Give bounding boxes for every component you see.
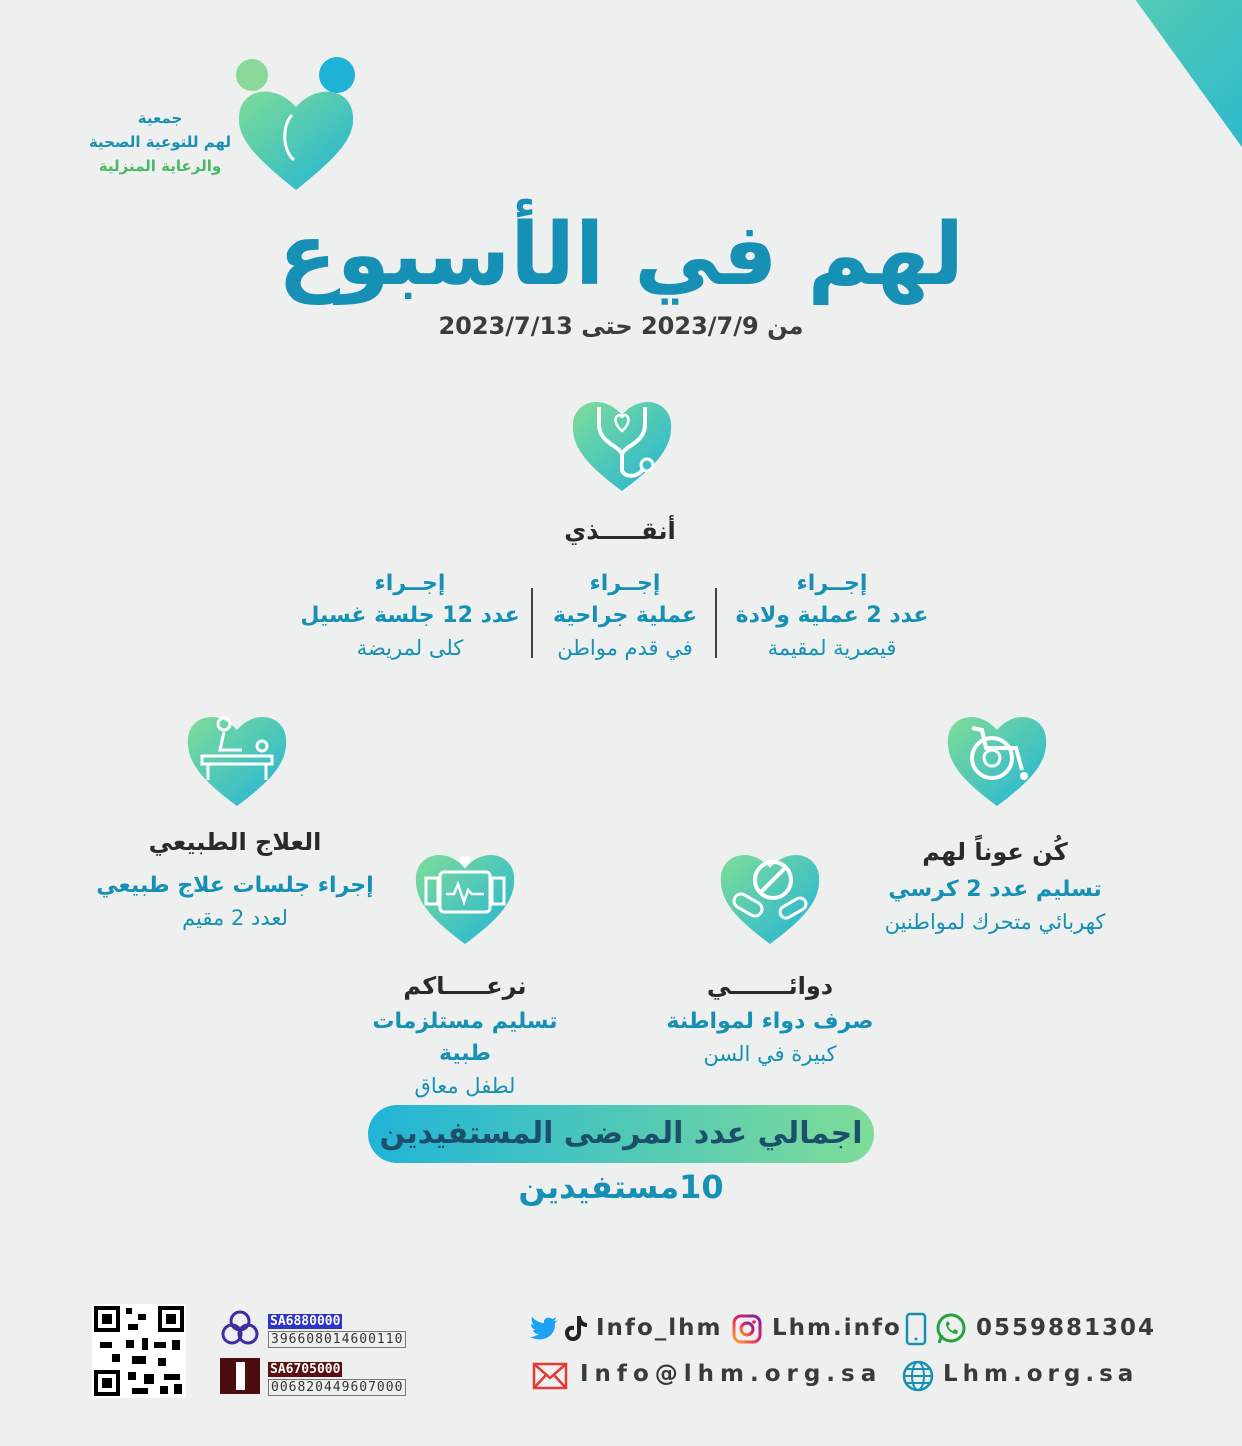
email-icon[interactable] [532, 1362, 568, 1390]
bank1-iban [268, 1310, 406, 1348]
dawai-section [655, 972, 885, 1070]
item-head: إجــراء [374, 571, 446, 596]
bank2-logo [220, 1358, 260, 1394]
tiktok-icon[interactable] [563, 1314, 589, 1342]
dawai-normal: كبيرة في السن [703, 1042, 837, 1066]
twitter-handle[interactable]: Info_lhm [596, 1315, 723, 1341]
wheelchair-heart-icon [942, 700, 1052, 810]
bank2-account: 006820449607000 [268, 1379, 406, 1396]
bank2-iban [268, 1358, 406, 1396]
naraakum-section [345, 972, 585, 1102]
corner-decoration [1020, 0, 1242, 150]
item-bold: عملية جراحية [553, 603, 697, 628]
physio-heart-icon [182, 700, 292, 810]
bank2-code: SA6705000 [270, 1362, 341, 1377]
physio-bold: إجراء جلسات علاج طبيعي [96, 873, 374, 898]
enqathi-item-1 [722, 568, 942, 664]
whatsapp-icon[interactable] [935, 1313, 967, 1345]
org-line3: والرعاية المنزلية [98, 157, 222, 175]
aun-label: كُن عوناً لهم [922, 838, 1068, 866]
item-bold: عدد 12 جلسة غسيل [300, 603, 520, 628]
twitter-icon[interactable] [530, 1316, 560, 1342]
instagram-icon[interactable] [732, 1314, 762, 1344]
naraakum-normal: لطفل معاق [414, 1074, 516, 1098]
item-normal: كلى لمريضة [356, 636, 464, 660]
item-normal: في قدم مواطن [557, 636, 693, 660]
stethoscope-heart-icon [567, 385, 677, 495]
aun-normal: كهربائي متحرك لمواطنين [884, 910, 1106, 934]
dawai-bold: صرف دواء لمواطنة [666, 1009, 874, 1034]
item-bold: عدد 2 عملية ولادة [735, 603, 929, 628]
mobile-phone-icon [905, 1312, 927, 1346]
physio-normal: لعدد 2 مقيم [182, 906, 288, 930]
medicine-heart-icon [715, 838, 825, 948]
bank1-code: SA6880000 [270, 1314, 341, 1329]
naraakum-bold: تسليم مستلزمات طبية [372, 1009, 558, 1066]
aun-section [860, 838, 1130, 938]
total-value: 10مستفيدين [518, 1168, 724, 1206]
enqathi-item-3 [300, 568, 520, 664]
divider [531, 588, 533, 658]
instagram-handle[interactable]: Lhm.info [772, 1315, 902, 1341]
item-head: إجــراء [796, 571, 868, 596]
bank1-logo [220, 1308, 260, 1348]
physio-section [95, 828, 375, 934]
item-normal: قيصرية لمقيمة [767, 636, 897, 660]
qr-code [92, 1304, 186, 1398]
bank1-account: 396608014600110 [268, 1331, 406, 1348]
date-range: من 2023/7/9 حتى 2023/7/13 [438, 312, 804, 340]
phone-number[interactable]: 0559881304 [976, 1315, 1157, 1341]
dawai-label: دوائـــــــي [706, 972, 834, 1000]
org-line2: لهم للتوعية الصحية [88, 133, 232, 151]
website-url[interactable]: Lhm.org.sa [943, 1361, 1139, 1387]
globe-icon[interactable] [902, 1360, 934, 1392]
org-line1: جمعية [137, 109, 183, 127]
physio-label: العلاج الطبيعي [148, 828, 322, 856]
naraakum-label: نرعـــــاكم [403, 972, 527, 1000]
logo [232, 55, 362, 195]
total-label-pill: اجمالي عدد المرضى المستفيدين [368, 1105, 874, 1163]
item-head: إجــراء [589, 571, 661, 596]
email-address[interactable]: Info@lhm.org.sa [580, 1361, 883, 1387]
aun-bold: تسليم عدد 2 كرسي [888, 877, 1102, 902]
divider [715, 588, 717, 658]
medical-device-heart-icon [410, 838, 520, 948]
enqathi-label: أنقـــــذي [564, 517, 676, 545]
page-title: لهم في الأسبوع [277, 205, 965, 305]
enqathi-item-2 [535, 568, 715, 664]
org-name [80, 106, 240, 178]
